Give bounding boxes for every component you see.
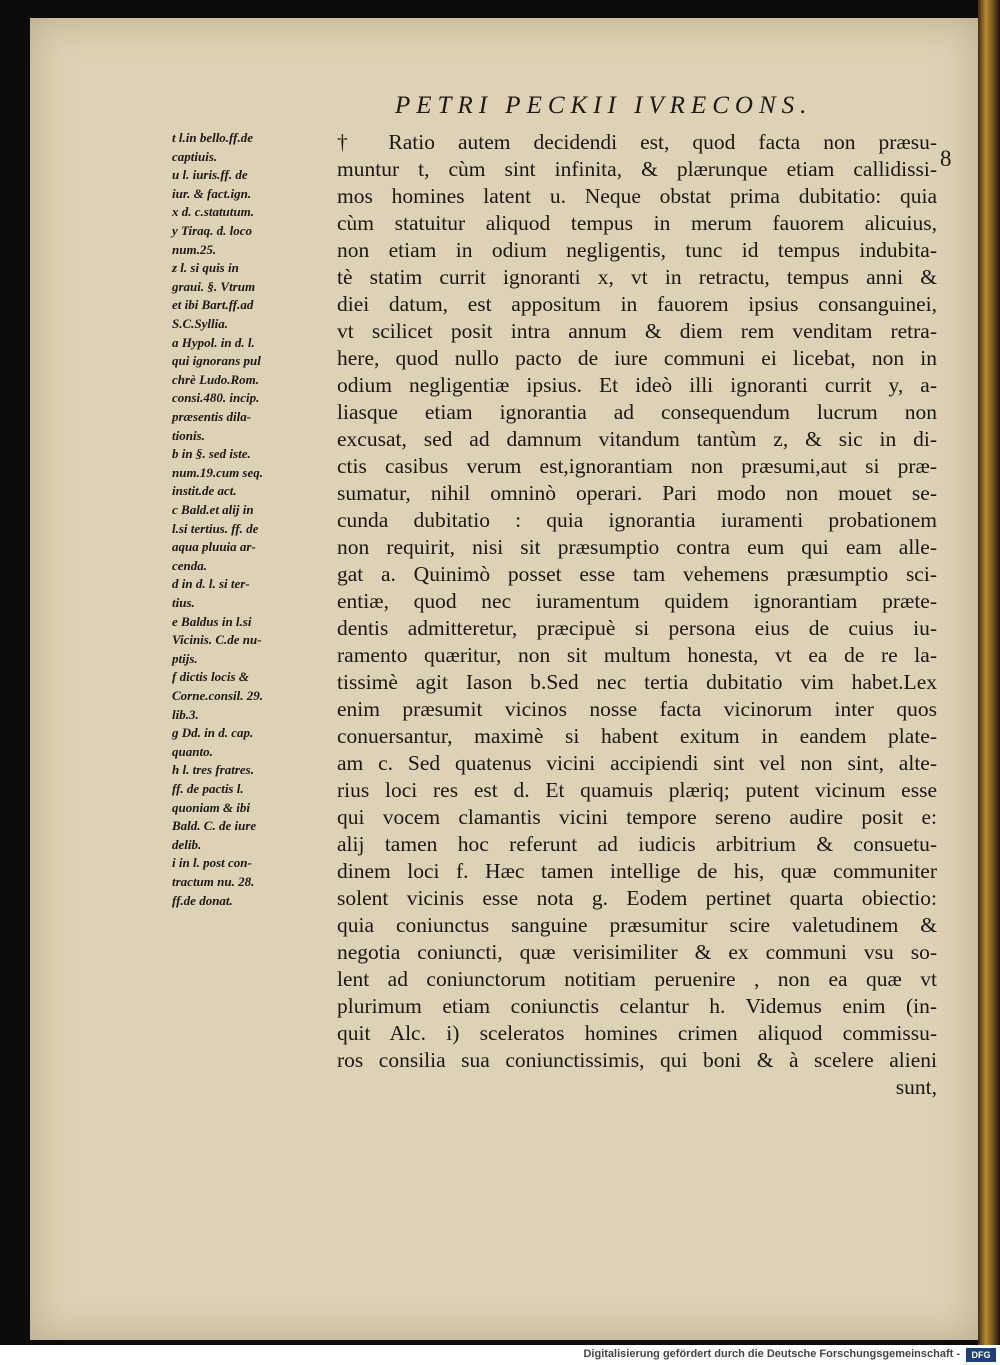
text-line: quia coniunctus sanguine præsumitur scire valetudinem &	[337, 913, 937, 937]
margin-note-line: e Baldus in l.si	[172, 613, 252, 629]
text-line: tè statim currit ignoranti x, vt in retractu, tempus anni &	[337, 265, 937, 289]
folio-number: 8	[940, 146, 952, 171]
margin-note-line: i in l. post con-	[172, 855, 252, 871]
text-line: mos homines latent u. Neque obstat prima dubitatio: quia	[337, 184, 937, 208]
text-line: diei datum, est appositum in fauorem ipsius consanguinei,	[337, 292, 937, 316]
margin-note-line: g Dd. in d. cap.	[172, 725, 254, 741]
margin-note-line: iur. & fact.ign.	[172, 185, 252, 201]
margin-note-line: ff.de donat.	[172, 892, 233, 908]
margin-note-line: ff. de pactis l.	[172, 781, 244, 796]
margin-note-line: u l. iuris.ff. de	[172, 167, 248, 183]
margin-note-line: b in §. sed iste.	[172, 446, 251, 462]
margin-note-line: chrè Ludo.Rom.	[172, 371, 260, 387]
margin-note-line: d in d. l. si ter-	[172, 576, 250, 592]
margin-note-line: Corne.consil. 29.	[172, 688, 264, 703]
margin-note-line: quoniam & ibi	[172, 799, 251, 815]
margin-note-line: delib.	[172, 836, 202, 852]
text-line: cùm statuitur aliquod tempus in merum fauorem alicuius,	[337, 211, 937, 235]
text-line: dentis admitteretur, præcipuè si persona eius de cuius iu-	[337, 616, 937, 640]
text-line: ctis casibus verum est,ignorantiam non præsumi,aut si præ-	[337, 454, 937, 478]
text-line: sumatur, nihil omninò operari. Pari modo non mouet se-	[337, 481, 937, 505]
text-line: conuersantur, maximè si habent exitum in eandem plate-	[337, 724, 937, 748]
margin-note-line: Vicinis. C.de nu-	[172, 632, 262, 648]
text-line: † Ratio autem decidendi est, quod facta non præsu-	[337, 130, 937, 154]
margin-note-line: et ibi Bart.ff.ad	[172, 297, 254, 313]
margin-note-line: x d. c.statutum.	[172, 204, 254, 220]
margin-note-line: Bald. C. de iure	[172, 818, 257, 834]
text-line: non requirit, nisi sit præsumptio contra eum qui eam alle-	[337, 535, 937, 559]
margin-note-line: y Tiraq. d. loco	[172, 223, 253, 238]
dfg-logo: DFG	[966, 1348, 996, 1362]
text-line: sunt,	[895, 1075, 937, 1099]
text-line: quit Alc. i) sceleratos homines crimen aliquod commissu-	[337, 1021, 937, 1045]
margin-note-line: instit.de act.	[172, 483, 237, 499]
text-line: solent vicinis esse nota g. Eodem pertinet quarta obiectio:	[337, 886, 937, 910]
footer-credit: Digitalisierung gefördert durch die Deutsche Forschungsgemeinschaft -	[583, 1348, 960, 1360]
text-line: lent ad coniunctorum notitiam peruenire , non ea quæ vt	[337, 967, 937, 991]
margin-note-line: qui ignorans pul	[172, 353, 261, 369]
text-line: enim præsumit vicinos nosse facta vicinorum inter quos	[337, 697, 937, 721]
margin-note-line: lib.3.	[172, 706, 199, 722]
margin-note-line: præsentis dila-	[172, 409, 252, 424]
text-line: negotia coniuncti, quæ verisimiliter & ex communi vsu so-	[337, 940, 937, 964]
text-line: non etiam in odium negligentis, tunc id tempus indubita-	[337, 238, 937, 262]
margin-note-line: c Bald.et alij in	[172, 502, 254, 517]
text-line: cunda dubitatio : quia ignorantia iuramenti probationem	[337, 508, 937, 532]
running-head: PETRI PECKII IVRECONS.	[395, 92, 813, 119]
margin-note-line: S.C.Syllia.	[172, 316, 228, 331]
text-line: liasque etiam ignorantia ad consequendum lucrum non	[337, 400, 937, 424]
margin-note-line: ptijs.	[172, 650, 198, 666]
margin-note-line: graui. §. Vtrum	[172, 278, 256, 294]
margin-note-line: tius.	[172, 595, 195, 610]
text-line: tissimè agit Iason b.Sed nec tertia dubitatio vim habet.Lex	[337, 670, 937, 694]
margin-note-line: l.si tertius. ff. de	[172, 520, 259, 536]
text-line: dinem loci f. Hæc tamen intellige de his, quæ communiter	[337, 859, 937, 883]
text-line: excusat, sed ad damnum vitandum tantùm z, & sic in di-	[337, 427, 937, 451]
text-line: muntur t, cùm sint infinita, & plærunque etiam callidissi-	[337, 157, 937, 181]
margin-note-line: quanto.	[172, 743, 213, 759]
text-line: ramento quæritur, non sit multum honesta, vt ea de re la-	[337, 643, 937, 667]
text-line: rius loci res est d. Et quamuis plæriq; putent vicinum esse	[337, 778, 937, 802]
text-line: plurimum etiam coniunctis celantur h. Videmus enim (in-	[337, 994, 937, 1018]
footer-bar	[0, 1345, 1000, 1365]
margin-note-line: t l.in bello.ff.de	[172, 130, 254, 145]
margin-note-line: num.19.cum seq.	[172, 464, 264, 480]
margin-note-line: cenda.	[172, 557, 208, 573]
margin-note-line: f dictis locis &	[172, 669, 249, 685]
text-line: qui vocem clamantis vicini tempore sereno audire posit e:	[337, 805, 937, 829]
text-line: ros consilia sua coniunctissimis, qui boni & à scelere alieni	[337, 1048, 937, 1072]
margin-note-line: captiuis.	[172, 148, 218, 164]
text-line: entiæ, quod nec iuramentum quidem ignorantiam præte-	[337, 589, 937, 613]
margin-note-line: a Hypol. in d. l.	[172, 334, 255, 350]
margin-note-line: h l. tres fratres.	[172, 762, 254, 778]
text-line: alij tamen hoc referunt ad iudicis arbitrium & consuetu-	[337, 832, 937, 856]
margin-note-line: tionis.	[172, 427, 205, 443]
text-line: odium negligentiæ ipsius. Et ideò illi ignoranti currit y, a-	[337, 373, 937, 397]
margin-note-line: num.25.	[172, 241, 217, 257]
text-line: am c. Sed quatenus vicini accipiendi sint vel non sint, alte-	[337, 751, 937, 775]
margin-note-line: consi.480. incip.	[172, 390, 260, 406]
book-edge	[978, 0, 1000, 1345]
margin-note-line: aqua pluuia ar-	[172, 539, 256, 555]
margin-note-line: z l. si quis in	[172, 260, 239, 276]
margin-note-line: tractum nu. 28.	[172, 874, 255, 889]
text-line: here, quod nullo pacto de iure communi ei licebat, non in	[337, 346, 937, 370]
text-line: vt scilicet posit intra annum & diem rem venditam retra-	[337, 319, 937, 343]
text-line: gat a. Quinimò posset esse tam vehemens præsumptio sci-	[337, 562, 937, 586]
